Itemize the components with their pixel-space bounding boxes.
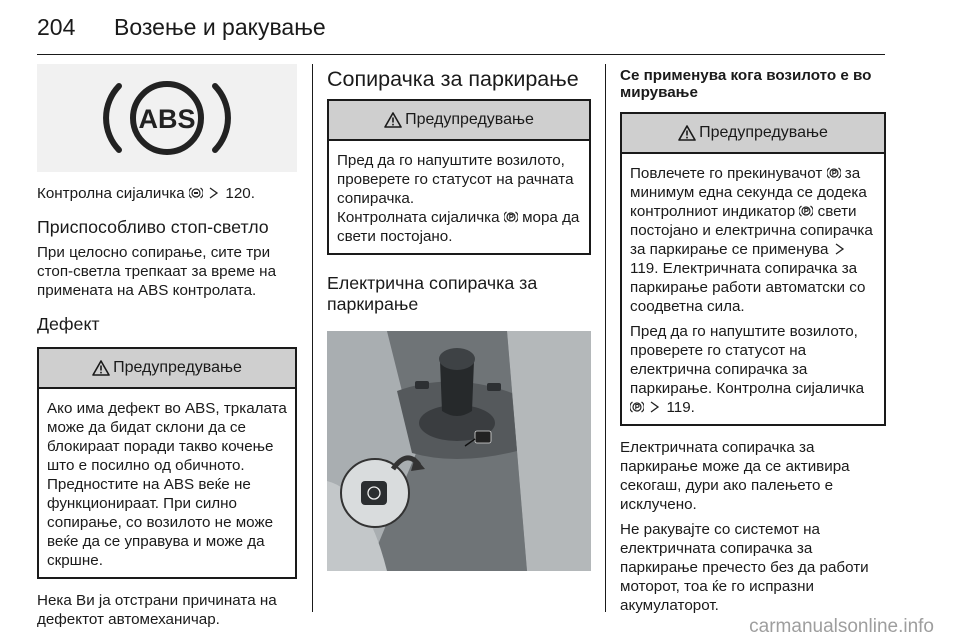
abs-caption: Контролна сијаличка 120. [37,185,255,202]
parking-brake-indicator-icon [504,210,518,224]
column-divider [605,64,606,612]
abs-small-icon [189,186,203,200]
warning-box-abs [37,347,297,579]
center-console-illustration [327,331,591,571]
warning-paragraph-2: Пред да го напуштите возилото, проверете го статусот на електрична сопирачка за паркирање. Контролна сијаличка 119. [630,323,865,416]
page-reference-icon [648,400,662,414]
page-number: 204 [37,14,76,40]
warning-box-parking [327,99,591,255]
warning-header [39,349,295,389]
chapter-title: Возење и ракување [114,14,326,40]
column-divider [312,64,313,612]
warning-text: Ако има дефект во ABS, тркалата може да бидат склони да се блокираат поради такво кочење што е посилно од обичното. Предностите на ABS веќе не функционираат. При силно сопирање, со возилото не може веќе да се управува и може да скршне. [47,400,287,569]
warning-text: Пред да го напуштите возилото, проверете го статусот на рачната сопирачка. Контролната сијаличка мора да свети постојано. [337,152,580,245]
warning-title: Предупредување [405,111,534,128]
section-title-fault: Дефект [37,314,100,334]
warning-header [622,114,884,154]
abs-warning-figure [37,64,297,172]
warning-title: Предупредување [699,124,828,141]
warning-title: Предупредување [113,359,242,376]
parking-brake-indicator-icon [630,400,644,414]
warning-triangle-icon [384,112,402,128]
page-reference-icon [833,242,847,256]
warning-text [622,154,884,424]
warning-header [329,101,589,141]
parking-brake-switch-icon [827,166,841,180]
abs-icon-label: ABS [138,104,196,134]
epb-battery-text: Не ракувајте со системот на електричната сопирачка за паркирање пречесто без да работи моторот, тоа ќе го испразни акумулаторот. [620,521,869,614]
page-reference-icon [207,186,221,200]
brake-light-text: При целосно сопирање, сите три стоп-светла трепкаат за време на примената на ABS контролата. [37,244,277,299]
warning-triangle-icon [678,125,696,141]
page-header [37,14,885,55]
column-1 [37,64,297,629]
epb-switch-photo [327,331,591,571]
column-3 [620,64,886,615]
watermark: carmanualsonline.info [749,616,934,637]
abs-warning-icon [97,76,237,160]
parking-brake-indicator-icon [799,204,813,218]
column-2 [327,64,591,571]
epb-activation-text: Електричната сопирачка за паркирање може да се активира секогаш, дури ако палењето е исклучено. [620,439,850,513]
section-title-brake-light: Приспособливо стоп-светло [37,217,269,237]
fault-text: Нека Ви ја отстрани причината на дефектот автомеханичар. [37,592,277,628]
section-title-stationary: Се применува кога возилото е во мирување [620,67,872,101]
section-title-parking-brake: Сопирачка за паркирање [327,67,579,91]
section-title-epb: Електрична сопирачка за паркирање [327,273,538,314]
warning-box-stationary [620,112,886,426]
warning-triangle-icon [92,360,110,376]
warning-paragraph-1: Повлечете го прекинувачот за минимум една секунда се додека контролниот индикатор свети постојано и електрична сопирачка за паркирање се применува 119. Електричната сопирачка за паркирање работи автоматски со соодветна сила. [630,165,873,315]
